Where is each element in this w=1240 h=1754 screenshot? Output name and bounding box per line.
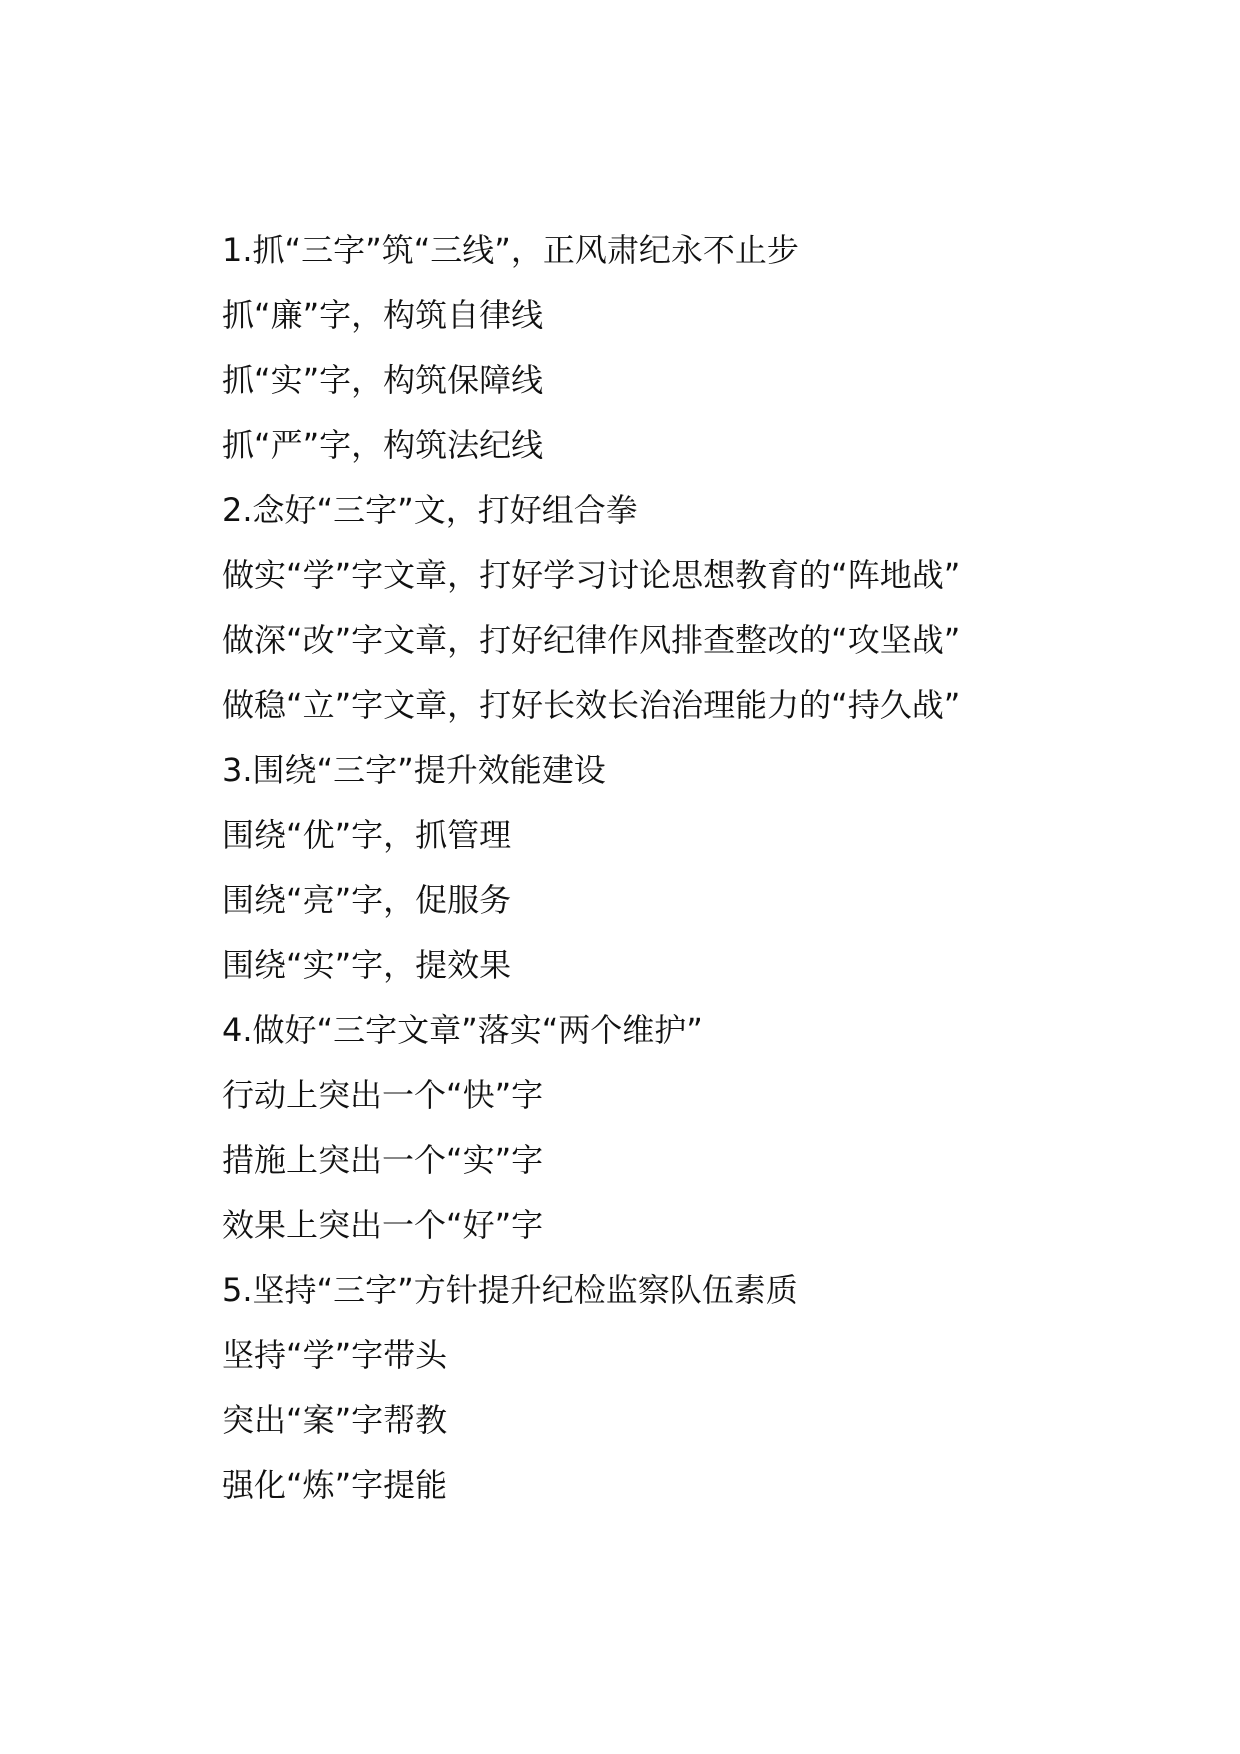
list-item: 围绕“实”字，提效果 <box>222 946 512 984</box>
list-item: 抓“廉”字，构筑自律线 <box>222 296 544 334</box>
list-item: 行动上突出一个“快”字 <box>222 1076 544 1114</box>
section-heading-4: 4.做好“三字文章”落实“两个维护” <box>222 1011 703 1049</box>
list-item: 做深“改”字文章，打好纪律作风排查整改的“攻坚战” <box>222 621 961 659</box>
section-heading-5: 5.坚持“三字”方针提升纪检监察队伍素质 <box>222 1271 798 1309</box>
list-item: 强化“炼”字提能 <box>222 1466 448 1504</box>
section-heading-3: 3.围绕“三字”提升效能建设 <box>222 751 606 789</box>
section-heading-1: 1.抓“三字”筑“三线”，正风肃纪永不止步 <box>222 231 799 269</box>
list-item: 抓“严”字，构筑法纪线 <box>222 426 544 464</box>
section-heading-2: 2.念好“三字”文，打好组合拳 <box>222 491 638 529</box>
document-body <box>222 218 1122 1518</box>
list-item: 围绕“亮”字，促服务 <box>222 881 512 919</box>
list-item: 措施上突出一个“实”字 <box>222 1141 544 1179</box>
list-item: 抓“实”字，构筑保障线 <box>222 361 544 399</box>
list-item: 做实“学”字文章，打好学习讨论思想教育的“阵地战” <box>222 556 961 594</box>
list-item: 坚持“学”字带头 <box>222 1336 448 1374</box>
list-item: 围绕“优”字，抓管理 <box>222 816 512 854</box>
list-item: 效果上突出一个“好”字 <box>222 1206 544 1244</box>
list-item: 做稳“立”字文章，打好长效长治治理能力的“持久战” <box>222 686 961 724</box>
list-item: 突出“案”字帮教 <box>222 1401 448 1439</box>
